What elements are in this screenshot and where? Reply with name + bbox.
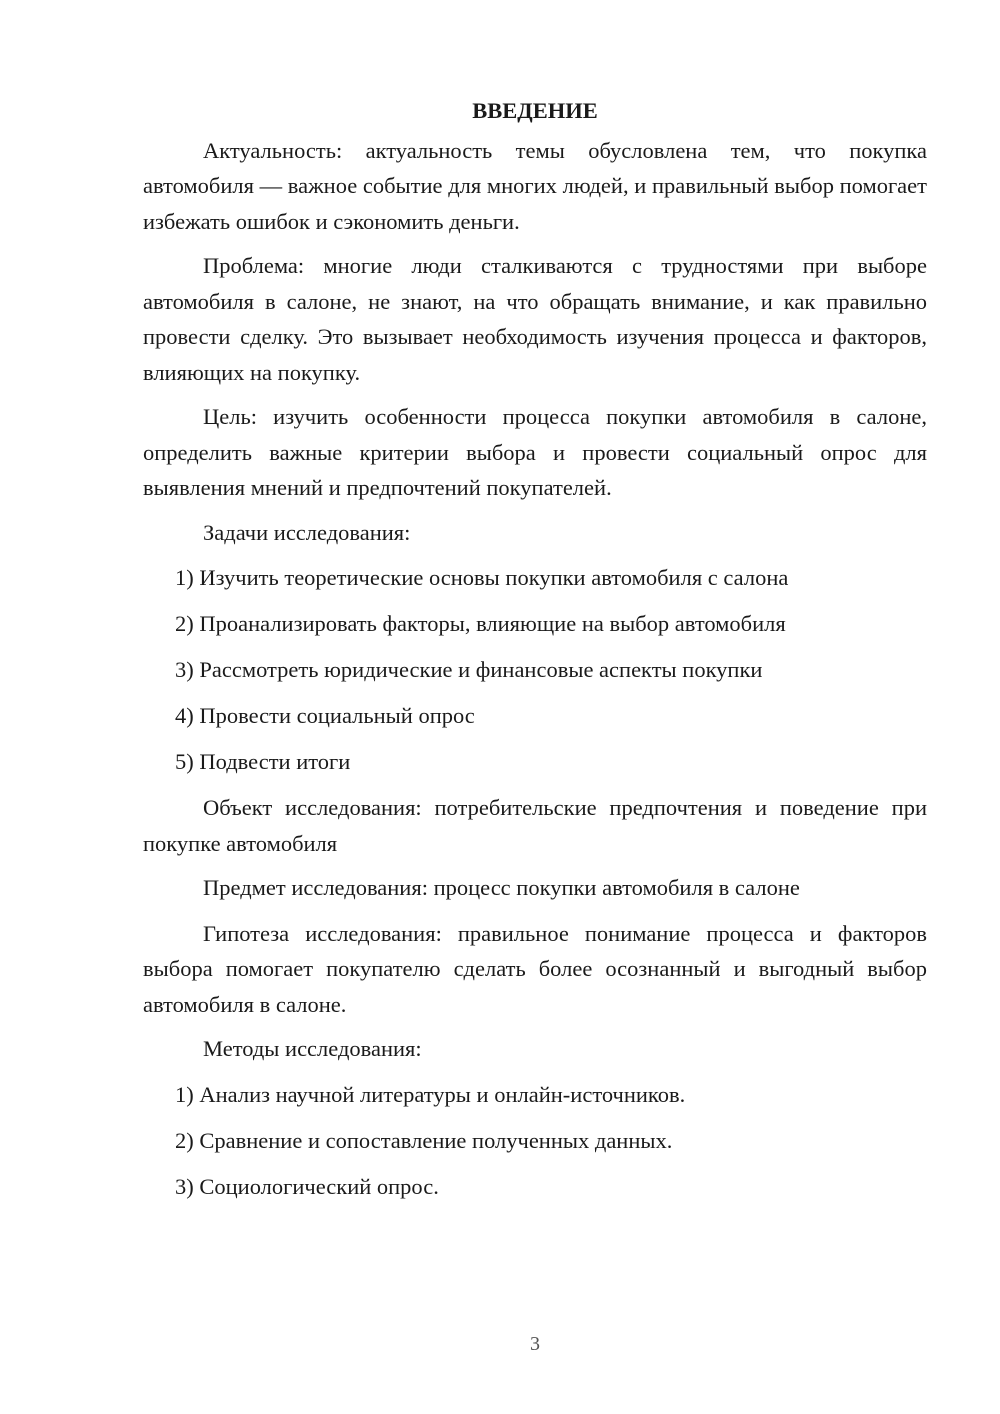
list-item: 4) Провести социальный опрос [175,703,475,728]
page-number: 3 [530,1333,540,1355]
object-paragraph: Объект исследования: потребительские предпочтения и поведение при покупке автомобиля [143,795,927,856]
list-item: 1) Изучить теоретические основы покупки автомобиля с салона [175,565,789,590]
list-item: 2) Проанализировать факторы, влияющие на выбор автомобиля [175,611,786,636]
hypothesis-paragraph: Гипотеза исследования: правильное понимание процесса и факторов выбора помогает покупателю сделать более осознанный и выгодный выбор автомобиля в салоне. [143,920,927,1017]
relevance-paragraph: Актуальность: актуальность темы обусловлена тем, что покупка автомобиля — важное событие для многих людей, и правильный выбор помогает избежать ошибок и сэкономить деньги. [143,137,927,234]
list-item: 1) Анализ научной литературы и онлайн-источников. [175,1081,686,1107]
list-item: 3) Рассмотреть юридические и финансовые аспекты покупки [175,657,763,682]
list-item: 5) Подвести итоги [175,749,351,774]
subject-paragraph: Предмет исследования: процесс покупки автомобиля в салоне [203,875,800,900]
tasks-heading: Задачи исследования: [203,519,411,545]
problem-paragraph: Проблема: многие люди сталкиваются с трудностями при выборе автомобиля в салоне, не знают, на что обращать внимание, и как правильно провести сделку. Это вызывает необходимость изучения процесса и факторов, влияющих на покупку. [143,253,927,385]
goal-paragraph: Цель: изучить особенности процесса покупки автомобиля в салоне, определить важные критерии выбора и провести социальный опрос для выявления мнений и предпочтений покупателей. [143,404,927,500]
tasks-list [143,560,927,780]
page-content [143,93,927,1215]
methods-list [143,1077,927,1205]
methods-heading: Методы исследования: [203,1036,422,1061]
list-item: 3) Социологический опрос. [175,1173,439,1199]
list-item: 2) Сравнение и сопоставление полученных данных. [175,1127,673,1153]
page-title: ВВЕДЕНИЕ [472,98,598,123]
